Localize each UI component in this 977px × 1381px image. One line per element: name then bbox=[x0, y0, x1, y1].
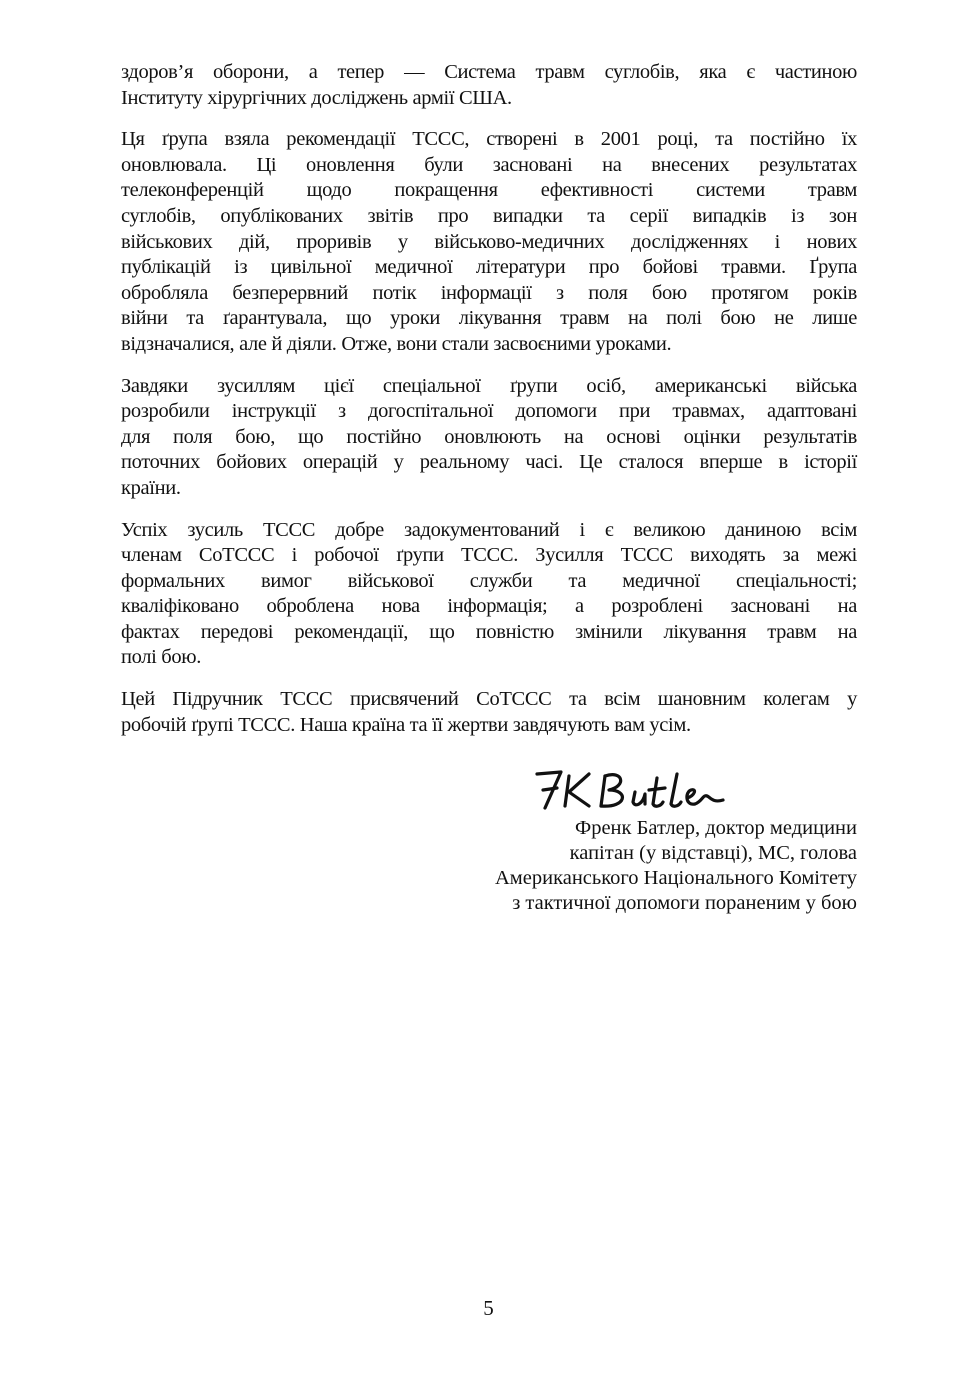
page-number: 5 bbox=[483, 1296, 494, 1320]
signer-org: Американського Національного Комітету bbox=[494, 867, 857, 889]
handwritten-signature-icon bbox=[531, 764, 731, 816]
text-line: Інституту хірургічних досліджень армії США. bbox=[121, 86, 512, 109]
text-line: суглобів, опублікованих звітів про випадки та серії випадків із зон bbox=[121, 204, 857, 227]
text-line: членам CoTCCC і робочої ґрупи TCCC. Зусилля TCCC виходять за межі bbox=[121, 544, 857, 567]
paragraph-5 bbox=[121, 687, 857, 738]
text-line: оновлювала. Ці оновлення були засновані на внесених результатах bbox=[121, 153, 857, 176]
body-text bbox=[121, 60, 857, 754]
text-line: кваліфіковано оброблена нова інформація; а розроблені засновані на bbox=[121, 595, 857, 618]
text-line: полі бою. bbox=[121, 646, 201, 669]
paragraph-3 bbox=[121, 374, 857, 502]
signature-block bbox=[417, 764, 857, 916]
paragraph-4 bbox=[121, 518, 857, 672]
signer-org-cont: з тактичної допомоги пораненим у бою bbox=[512, 892, 857, 914]
text-line: відзначалися, але й діяли. Отже, вони стали засвоєними уроками. bbox=[121, 332, 672, 355]
text-line: робочій ґрупі TCCC. Наша країна та її жертви завдячують вам усім. bbox=[121, 713, 691, 736]
text-line: фактах передові рекомендації, що повністю змінили лікування травм на bbox=[121, 620, 857, 643]
text-line: для поля бою, що постійно оновлюють на основі оцінки результатів bbox=[121, 425, 857, 448]
text-line: війни та ґарантувала, що уроки лікування травм на полі бою не лише bbox=[121, 307, 857, 330]
text-line: Цей Підручник TCCC присвячений CoTCCC та всім шановним колегам у bbox=[121, 688, 857, 711]
signer-rank: капітан (у відставці), MC, голова bbox=[569, 842, 857, 864]
paragraph-2 bbox=[121, 127, 857, 357]
text-line: публікацій із цивільної медичної літератури про бойові травми. Ґрупа bbox=[121, 256, 857, 279]
text-line: військових дій, проривів у військово-медичних дослідженнях і нових bbox=[121, 230, 857, 253]
text-line: обробляла безперервний потік інформації з поля бою протягом років bbox=[121, 281, 857, 304]
text-line: Завдяки зусиллям цієї спеціальної ґрупи осіб, американські війська bbox=[121, 374, 857, 397]
text-line: формальних вимог військової служби та медичної спеціальності; bbox=[121, 569, 857, 592]
text-line: країни. bbox=[121, 476, 181, 499]
text-line: Успіх зусиль TCCC добре задокументований і є великою даниною всім bbox=[121, 518, 857, 541]
text-line: телеконференцій щодо покращення ефективності системи травм bbox=[121, 179, 857, 202]
paragraph-1 bbox=[121, 60, 857, 111]
text-line: поточних бойових операцій у реальному часі. Це сталося вперше в історії bbox=[121, 451, 857, 474]
signer-name: Френк Батлер, доктор медицини bbox=[575, 817, 857, 839]
text-line: здоров’я оборони, а тепер — Система травм суглобів, яка є частиною bbox=[121, 61, 857, 83]
text-line: розробили інструкції з догоспітальної допомоги при травмах, адаптовані bbox=[121, 400, 857, 423]
text-line: Ця ґрупа взяла рекомендації TCCC, створені в 2001 році, та постійно їх bbox=[121, 128, 857, 151]
